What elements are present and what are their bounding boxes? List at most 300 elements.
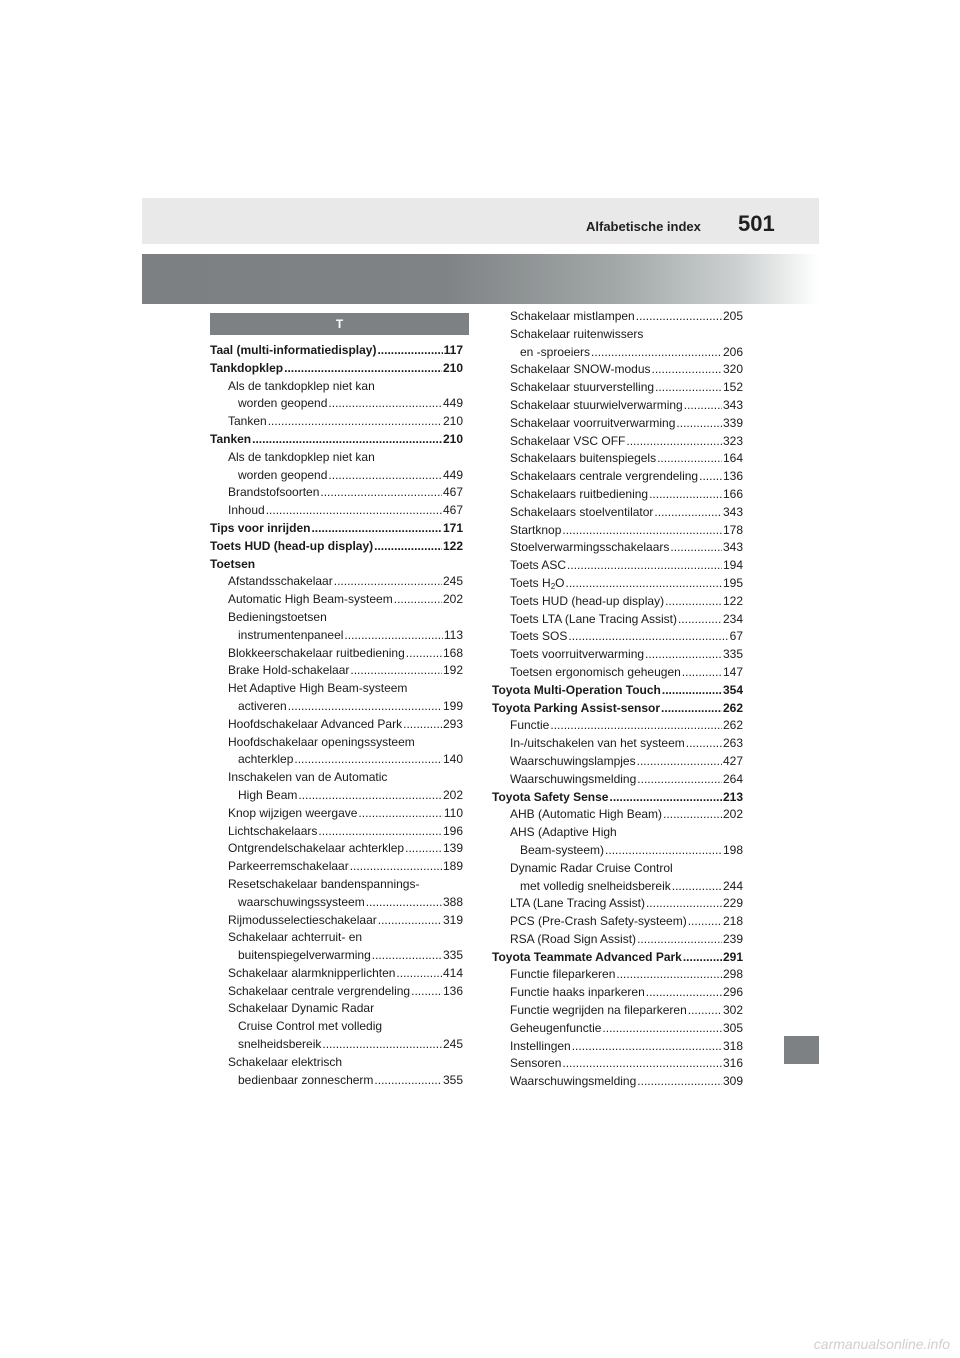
index-entry-page: 140 <box>442 752 463 767</box>
index-entry-label: Inschakelen van de Automatic <box>228 770 388 785</box>
index-entry-label: Stoelverwarmingsschakelaars <box>510 540 670 555</box>
index-entry-page: 298 <box>722 967 743 982</box>
dot-leader <box>670 539 722 557</box>
dot-leader <box>567 557 722 575</box>
index-entry <box>492 771 743 789</box>
index-entry <box>210 467 463 485</box>
index-entry <box>492 931 743 949</box>
index-entry-label: Tips voor inrijden <box>210 520 311 535</box>
index-entry-label: LTA (Lane Tracing Assist) <box>510 896 645 911</box>
index-entry-label: Blokkeerschakelaar ruitbediening <box>228 645 405 660</box>
index-entry <box>492 842 743 860</box>
index-entry-page: 139 <box>442 841 463 856</box>
index-entry <box>492 878 743 896</box>
index-entry-label: Startknop <box>510 522 562 537</box>
subscript: 2 <box>550 581 556 591</box>
index-entry-page: 262 <box>722 700 743 715</box>
index-entry-page: 110 <box>443 805 463 820</box>
dot-leader <box>294 751 442 769</box>
dot-leader <box>565 575 721 593</box>
index-entry-label: en -sproeiers <box>520 344 591 359</box>
index-entry-page: 449 <box>442 396 463 411</box>
index-entry-label: Afstandsschakelaar <box>228 574 333 589</box>
index-entry-page: 305 <box>722 1020 743 1035</box>
index-entry-page: 113 <box>443 627 463 642</box>
index-entry-page: 262 <box>722 718 743 733</box>
dot-leader <box>657 450 722 468</box>
dot-leader <box>605 842 722 860</box>
index-entry-label: Schakelaar SNOW-modus <box>510 362 651 377</box>
dot-leader <box>411 983 442 1001</box>
index-entry <box>210 556 463 574</box>
index-entry-page: 136 <box>722 469 743 484</box>
index-entry-page: 206 <box>722 344 743 359</box>
index-entry <box>492 1020 743 1038</box>
index-entry <box>492 539 743 557</box>
index-entry-page: 198 <box>722 842 743 857</box>
index-entry <box>210 787 463 805</box>
dot-leader <box>646 984 722 1002</box>
index-entry-label: Schakelaars ruitbediening <box>510 486 649 501</box>
dot-leader <box>609 789 721 807</box>
index-entry-page: 339 <box>722 415 743 430</box>
index-entry-page: 117 <box>443 343 463 357</box>
index-entry <box>210 680 463 698</box>
index-column-right <box>492 308 743 1091</box>
index-entry-label: Knop wijzigen weergave <box>228 805 358 820</box>
index-entry-label: activeren <box>238 698 287 713</box>
dot-leader <box>652 361 722 379</box>
index-entry <box>492 575 743 593</box>
index-entry-label: AHS (Adaptive High <box>510 825 617 840</box>
index-entry-label: Toets HUD (head-up display) <box>510 593 665 608</box>
index-entry <box>210 573 463 591</box>
index-entry <box>492 593 743 611</box>
page-number: 501 <box>738 211 775 236</box>
index-entry-label: Rijmodusselectieschakelaar <box>228 912 377 927</box>
dot-leader <box>626 433 722 451</box>
index-entry <box>492 824 743 842</box>
index-entry <box>210 983 463 1001</box>
dot-leader <box>298 787 442 805</box>
dot-leader <box>683 949 722 967</box>
index-entry <box>210 538 463 556</box>
index-entry <box>210 609 463 627</box>
index-entry-label: Het Adaptive High Beam-systeem <box>228 681 408 696</box>
index-entry-page: 343 <box>722 540 743 555</box>
index-entry <box>492 895 743 913</box>
index-entry-label: Schakelaar ruitenwissers <box>510 326 644 341</box>
index-entry-label: Als de tankdopklep niet kan <box>228 378 375 393</box>
index-entry-page: 467 <box>442 503 463 518</box>
index-entry-page: 244 <box>722 878 743 893</box>
dot-leader <box>358 805 442 823</box>
dot-leader <box>636 308 722 326</box>
index-entry-label: instrumentenpaneel <box>238 627 344 642</box>
index-entry-page: 152 <box>722 380 743 395</box>
dot-leader <box>311 520 442 538</box>
index-entry <box>210 716 463 734</box>
index-entry <box>492 1002 743 1020</box>
dot-leader <box>320 484 442 502</box>
dot-leader <box>377 342 442 360</box>
index-entry-label: achterklep <box>238 752 294 767</box>
index-entry <box>210 520 463 538</box>
index-entry-page: 196 <box>442 823 463 838</box>
index-entry-label: Bedieningstoetsen <box>228 609 327 624</box>
dot-leader <box>637 771 722 789</box>
index-entry <box>210 769 463 787</box>
index-entry <box>210 858 463 876</box>
index-entry <box>210 395 463 413</box>
dot-leader <box>344 627 442 645</box>
index-entry-label: Schakelaar achterruit- en <box>228 930 363 945</box>
index-entry <box>492 1073 743 1091</box>
dot-leader <box>322 1036 442 1054</box>
index-entry-label-part: Toets H <box>510 575 551 590</box>
index-entry-page: 166 <box>722 486 743 501</box>
index-entry <box>210 947 463 965</box>
index-entry <box>492 717 743 735</box>
index-entry <box>210 342 463 360</box>
index-entry <box>492 735 743 753</box>
index-entry-label: bedienbaar zonnescherm <box>238 1072 374 1087</box>
index-entry-page: 168 <box>442 645 463 660</box>
dot-leader <box>637 931 722 949</box>
index-entry-page: 189 <box>442 859 463 874</box>
index-entry-label: AHB (Automatic High Beam) <box>510 807 663 822</box>
dot-leader <box>328 467 442 485</box>
index-entry-label: Tanken <box>210 431 252 446</box>
index-entry-page: 335 <box>722 647 743 662</box>
dot-leader <box>646 895 722 913</box>
dot-leader <box>568 628 728 646</box>
dot-leader <box>591 344 722 362</box>
dot-leader <box>405 840 442 858</box>
index-entry <box>210 431 463 449</box>
index-entry <box>492 522 743 540</box>
index-entry-label: Toets HUD (head-up display) <box>210 538 374 553</box>
index-entry-label <box>510 575 564 593</box>
dot-leader <box>378 912 442 930</box>
index-entry-page: 291 <box>722 949 743 964</box>
index-entry <box>210 823 463 841</box>
index-entry-label: Toyota Parking Assist-sensor <box>492 700 661 715</box>
index-entry <box>492 326 743 344</box>
index-entry-label: Tanken <box>228 414 267 429</box>
section-letter-tab: T <box>210 313 469 335</box>
index-entry-label: Schakelaar alarmknipperlichten <box>228 965 396 980</box>
index-entry-page: 309 <box>722 1074 743 1089</box>
index-entry <box>492 1038 743 1056</box>
index-entry-page: 171 <box>442 520 463 535</box>
dot-leader <box>268 413 442 431</box>
index-entry-label: snelheidsbereik <box>238 1037 322 1052</box>
index-entry <box>492 1055 743 1073</box>
index-entry <box>210 751 463 769</box>
dot-leader <box>688 913 722 931</box>
index-entry-page: 210 <box>442 414 463 429</box>
index-entry-page: 245 <box>442 574 463 589</box>
dot-leader <box>678 611 722 629</box>
dot-leader <box>688 1002 722 1020</box>
index-entry-page: 343 <box>722 397 743 412</box>
index-entry-page: 293 <box>442 716 463 731</box>
index-entry-label: worden geopend <box>238 396 328 411</box>
index-entry-label: Functie wegrijden na fileparkeren <box>510 1003 687 1018</box>
index-entry-page: 210 <box>442 360 463 375</box>
index-entry-label: Waarschuwingsmelding <box>510 771 637 786</box>
index-entry-page: 164 <box>722 451 743 466</box>
index-entry <box>210 627 463 645</box>
index-entry <box>210 929 463 947</box>
header-title: Alfabetische index <box>586 219 701 234</box>
index-entry-page: 343 <box>722 504 743 519</box>
index-entry-label: Toets voorruitverwarming <box>510 647 645 662</box>
dot-leader <box>284 360 442 378</box>
header-bar <box>142 198 819 244</box>
dot-leader <box>374 538 442 556</box>
index-entry <box>210 662 463 680</box>
index-entry-label: Lichtschakelaars <box>228 823 318 838</box>
index-entry <box>492 486 743 504</box>
index-entry <box>492 789 743 807</box>
index-entry <box>210 645 463 663</box>
index-entry-label: Als de tankdopklep niet kan <box>228 449 375 464</box>
index-entry-label: Hoofdschakelaar Advanced Park <box>228 716 403 731</box>
decorative-band <box>142 254 819 304</box>
dot-leader <box>406 645 442 663</box>
index-entry <box>492 949 743 967</box>
index-entry-label: met volledig snelheidsbereik <box>520 878 671 893</box>
index-entry <box>492 308 743 326</box>
index-entry <box>492 646 743 664</box>
dot-leader <box>661 700 722 718</box>
index-entry-page: 302 <box>722 1003 743 1018</box>
index-entry-label: PCS (Pre-Crash Safety-systeem) <box>510 914 687 929</box>
index-entry-label: Schakelaar mistlampen <box>510 309 635 323</box>
index-entry-label: Instellingen <box>510 1038 571 1053</box>
index-entry <box>492 806 743 824</box>
index-entry-label: Toyota Teammate Advanced Park <box>492 949 682 964</box>
index-entry <box>492 682 743 700</box>
dot-leader <box>562 522 722 540</box>
index-entry <box>210 378 463 396</box>
index-entry <box>492 984 743 1002</box>
index-entry-page: 335 <box>442 948 463 963</box>
index-entry-label: Waarschuwingsmelding <box>510 1074 637 1089</box>
index-entry-label: Schakelaar Dynamic Radar <box>228 1001 375 1016</box>
index-entry-page: 320 <box>722 362 743 377</box>
index-entry <box>492 913 743 931</box>
index-entry-label-part: O <box>555 575 565 590</box>
index-entry-page: 202 <box>722 807 743 822</box>
index-entry-label: Inhoud <box>228 503 265 518</box>
index-entry <box>492 433 743 451</box>
index-entry <box>492 664 743 682</box>
dot-leader <box>328 395 442 413</box>
index-entry <box>210 1036 463 1054</box>
dot-leader <box>288 698 442 716</box>
index-entry-label: Schakelaar voorruitverwarming <box>510 415 676 430</box>
dot-leader <box>637 1073 722 1091</box>
index-entry-page: 192 <box>442 663 463 678</box>
index-entry-label: Tankdopklep <box>210 360 284 375</box>
index-entry-label: Toyota Multi-Operation Touch <box>492 682 661 697</box>
dot-leader <box>572 1038 722 1056</box>
index-entry-label: High Beam <box>238 787 298 802</box>
index-entry-label: Toets ASC <box>510 558 567 573</box>
index-entry-label: Functie <box>510 718 550 733</box>
index-entry-page: 414 <box>442 965 463 980</box>
index-entry-label: worden geopend <box>238 467 328 482</box>
index-entry <box>492 344 743 362</box>
index-entry <box>492 700 743 718</box>
index-entry-page: 316 <box>722 1056 743 1071</box>
index-entry-page: 354 <box>722 682 743 697</box>
index-entry-label: Schakelaars buitenspiegels <box>510 451 657 466</box>
dot-leader <box>396 965 442 983</box>
index-entry <box>210 734 463 752</box>
index-entry-label: Ontgrendelschakelaar achterklep <box>228 841 405 856</box>
index-entry-page: 199 <box>442 698 463 713</box>
dot-leader <box>684 397 722 415</box>
index-entry-page: 205 <box>722 309 743 323</box>
index-entry <box>210 840 463 858</box>
index-entry <box>210 502 463 520</box>
index-entry <box>492 468 743 486</box>
index-entry-label: Toyota Safety Sense <box>492 789 609 804</box>
dot-leader <box>602 1020 722 1038</box>
index-entry-page: 229 <box>722 896 743 911</box>
index-entry <box>210 449 463 467</box>
index-entry-label: Automatic High Beam-systeem <box>228 592 393 607</box>
index-entry-label: RSA (Road Sign Assist) <box>510 931 637 946</box>
index-entry <box>492 450 743 468</box>
index-entry-label: Resetschakelaar bandenspannings- <box>228 876 420 891</box>
dot-leader <box>672 878 722 896</box>
index-entry-page: 427 <box>722 753 743 768</box>
index-entry <box>492 504 743 522</box>
dot-leader <box>350 662 442 680</box>
index-entry-page: 318 <box>722 1038 743 1053</box>
index-entry <box>210 876 463 894</box>
index-entry-page: 136 <box>442 983 463 998</box>
dot-leader <box>663 806 722 824</box>
index-column-left <box>210 342 463 1089</box>
index-entry-label: Schakelaars stoelventilator <box>510 504 654 519</box>
index-entry-page: 264 <box>722 771 743 786</box>
index-entry <box>210 894 463 912</box>
dot-leader <box>374 1072 442 1090</box>
index-entry-label: Parkeerremschakelaar <box>228 859 349 874</box>
index-entry-page: 213 <box>722 789 743 804</box>
index-entry-page: 202 <box>442 787 463 802</box>
dot-leader <box>699 468 722 486</box>
index-entry-label: Schakelaar stuurverstelling <box>510 380 655 395</box>
index-entry-label: Schakelaars centrale vergrendeling <box>510 469 699 484</box>
index-entry-label: Sensoren <box>510 1056 562 1071</box>
index-entry <box>492 557 743 575</box>
index-entry-page: 234 <box>722 611 743 626</box>
dot-leader <box>676 415 722 433</box>
index-entry-label: In-/uitschakelen van het systeem <box>510 736 685 751</box>
index-entry-page: 323 <box>722 433 743 448</box>
index-entry-label: Dynamic Radar Cruise Control <box>510 860 673 875</box>
index-entry-label: Brake Hold-schakelaar <box>228 663 350 678</box>
index-entry <box>492 361 743 379</box>
index-entry-page: 210 <box>442 431 463 446</box>
dot-leader <box>366 894 442 912</box>
index-entry-label: Taal (multi-informatiedisplay) <box>210 343 377 357</box>
index-entry <box>210 413 463 431</box>
index-entry <box>210 1000 463 1018</box>
dot-leader <box>403 716 442 734</box>
index-entry-label: Schakelaar VSC OFF <box>510 433 626 448</box>
index-entry-page: 449 <box>442 467 463 482</box>
index-entry-label: Hoofdschakelaar openingssysteem <box>228 734 415 749</box>
index-entry <box>210 1072 463 1090</box>
dot-leader <box>350 858 442 876</box>
index-entry-label: Functie fileparkeren <box>510 967 616 982</box>
index-entry <box>492 860 743 878</box>
index-entry-label: Cruise Control met volledig <box>238 1019 383 1034</box>
index-entry <box>210 912 463 930</box>
index-entry <box>210 1018 463 1036</box>
index-entry <box>210 698 463 716</box>
dot-leader <box>637 753 722 771</box>
index-entry-page: 122 <box>442 538 463 553</box>
index-entry <box>210 805 463 823</box>
index-entry-page: 195 <box>722 575 743 590</box>
dot-leader <box>649 486 722 504</box>
index-entry-page: 263 <box>722 736 743 751</box>
dot-leader <box>372 947 442 965</box>
index-entry-label: Toetsen <box>210 556 256 571</box>
index-entry-page: 67 <box>729 629 743 644</box>
index-entry <box>492 966 743 984</box>
index-entry <box>492 397 743 415</box>
index-entry <box>210 1054 463 1072</box>
dot-leader <box>334 573 442 591</box>
index-entry-page: 245 <box>442 1037 463 1052</box>
index-entry-page: 467 <box>442 485 463 500</box>
dot-leader <box>654 504 722 522</box>
index-entry-page: 178 <box>722 522 743 537</box>
dot-leader <box>318 823 442 841</box>
index-entry <box>492 628 743 646</box>
index-entry <box>492 415 743 433</box>
index-entry-label: Schakelaar centrale vergrendeling <box>228 983 411 998</box>
index-entry <box>210 591 463 609</box>
index-entry-label: Schakelaar stuurwielverwarming <box>510 397 683 412</box>
index-entry <box>210 360 463 378</box>
index-entry-label: Functie haaks inparkeren <box>510 985 645 1000</box>
index-entry <box>492 753 743 771</box>
index-entry-label: Waarschuwingslampjes <box>510 753 636 768</box>
chapter-thumb-tab <box>784 1036 819 1064</box>
index-entry-page: 296 <box>722 985 743 1000</box>
index-entry-label: Toetsen ergonomisch geheugen <box>510 664 681 679</box>
index-entry-page: 147 <box>722 664 743 679</box>
index-entry-label: Toets SOS <box>510 629 568 644</box>
watermark: carmanualsonline.info <box>813 1336 950 1352</box>
index-entry <box>210 965 463 983</box>
index-entry-label: buitenspiegelverwarming <box>238 948 371 963</box>
dot-leader <box>662 682 722 700</box>
dot-leader <box>665 593 722 611</box>
index-entry-page: 239 <box>722 931 743 946</box>
